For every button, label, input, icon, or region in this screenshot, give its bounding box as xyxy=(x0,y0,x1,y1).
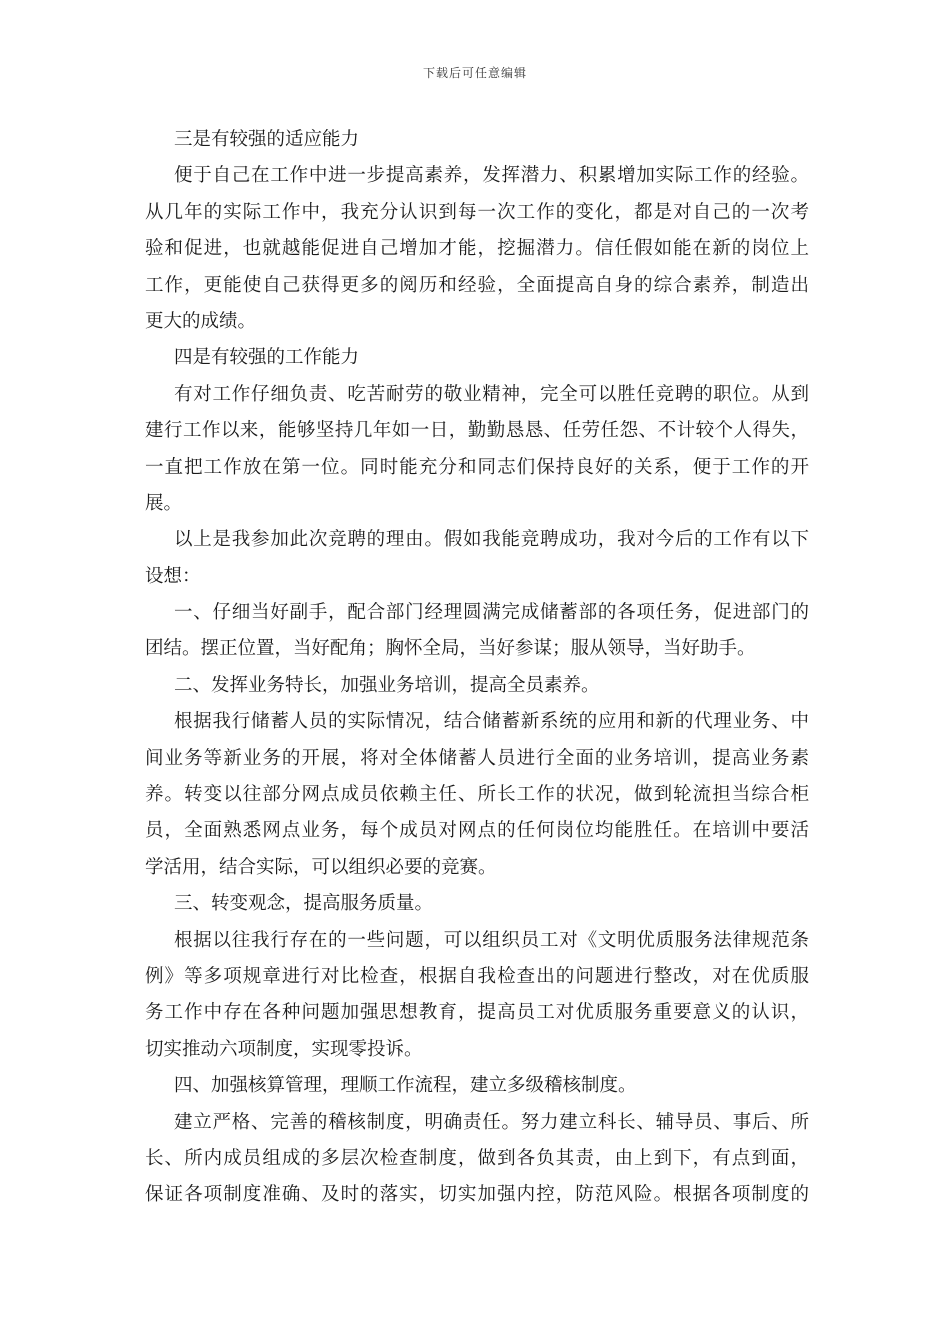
text-line: 有对工作仔细负责、吃苦耐劳的敬业精神，完全可以胜任竞聘的职位。从到 xyxy=(174,383,809,405)
text-line: 建行工作以来，能够坚持几年如一日，勤勤恳恳、任劳任怨、不计较个人得失， xyxy=(145,420,809,442)
text-line: 工作，更能使自己获得更多的阅历和经验，全面提高自身的综合素养，制造出 xyxy=(145,274,809,296)
text-line: 例》等多项规章进行对比检查，根据自我检查出的问题进行整改，对在优质服 xyxy=(145,965,809,987)
text-line: 二、发挥业务特长，加强业务培训，提高全员素养。 xyxy=(174,674,600,696)
text-line: 切实推动六项制度，实现零投诉。 xyxy=(145,1038,423,1060)
text-line: 三、转变观念，提高服务质量。 xyxy=(174,893,434,915)
text-line: 设想： xyxy=(145,565,201,587)
text-line: 长、所内成员组成的多层次检查制度，做到各负其责，由上到下，有点到面， xyxy=(145,1147,809,1169)
document-body xyxy=(145,122,809,1214)
text-line: 间业务等新业务的开展，将对全体储蓄人员进行全面的业务培训，提高业务素 xyxy=(145,747,809,769)
text-line: 四是有较强的工作能力 xyxy=(174,347,360,369)
text-line: 展。 xyxy=(145,492,183,514)
text-line: 员，全面熟悉网点业务，每个成员对网点的任何岗位均能胜任。在培训中要活 xyxy=(145,820,809,842)
text-line: 从几年的实际工作中，我充分认识到每一次工作的变化，都是对自己的一次考 xyxy=(145,201,809,223)
text-line: 一、仔细当好副手，配合部门经理圆满完成储蓄部的各项任务，促进部门的 xyxy=(174,602,809,624)
text-line: 三是有较强的适应能力 xyxy=(174,129,360,150)
text-line: 建立严格、完善的稽核制度，明确责任。努力建立科长、辅导员、事后、所 xyxy=(174,1111,809,1133)
text-line: 根据我行储蓄人员的实际情况，结合储蓄新系统的应用和新的代理业务、中 xyxy=(174,711,809,733)
text-line: 养。转变以往部分网点成员依赖主任、所长工作的状况，做到轮流担当综合柜 xyxy=(145,784,809,806)
text-line: 保证各项制度准确、及时的落实，切实加强内控，防范风险。根据各项制度的 xyxy=(145,1184,809,1206)
text-line: 验和促进，也就越能促进自己增加才能，挖掘潜力。信任假如能在新的岗位上 xyxy=(145,238,809,260)
text-line: 根据以往我行存在的一些问题，可以组织员工对《文明优质服务法律规范条 xyxy=(174,929,809,951)
text-line: 务工作中存在各种问题加强思想教育，提高员工对优质服务重要意义的认识， xyxy=(145,1002,809,1024)
text-line: 更大的成绩。 xyxy=(145,310,257,332)
text-line: 团结。摆正位置，当好配角；胸怀全局，当好参谋；服从领导，当好助手。 xyxy=(145,638,756,660)
text-line: 以上是我参加此次竞聘的理由。假如我能竞聘成功，我对今后的工作有以下 xyxy=(174,529,809,551)
text-line: 便于自己在工作中进一步提高素养，发挥潜力、积累增加实际工作的经验。 xyxy=(174,165,809,187)
text-line: 四、加强核算管理，理顺工作流程，建立多级稽核制度。 xyxy=(174,1075,637,1097)
text-line: 学活用，结合实际，可以组织必要的竞赛。 xyxy=(145,856,497,878)
page-header: 下载后可任意编辑 xyxy=(422,66,527,80)
text-line: 一直把工作放在第一位。同时能充分和同志们保持良好的关系，便于工作的开 xyxy=(145,456,809,478)
